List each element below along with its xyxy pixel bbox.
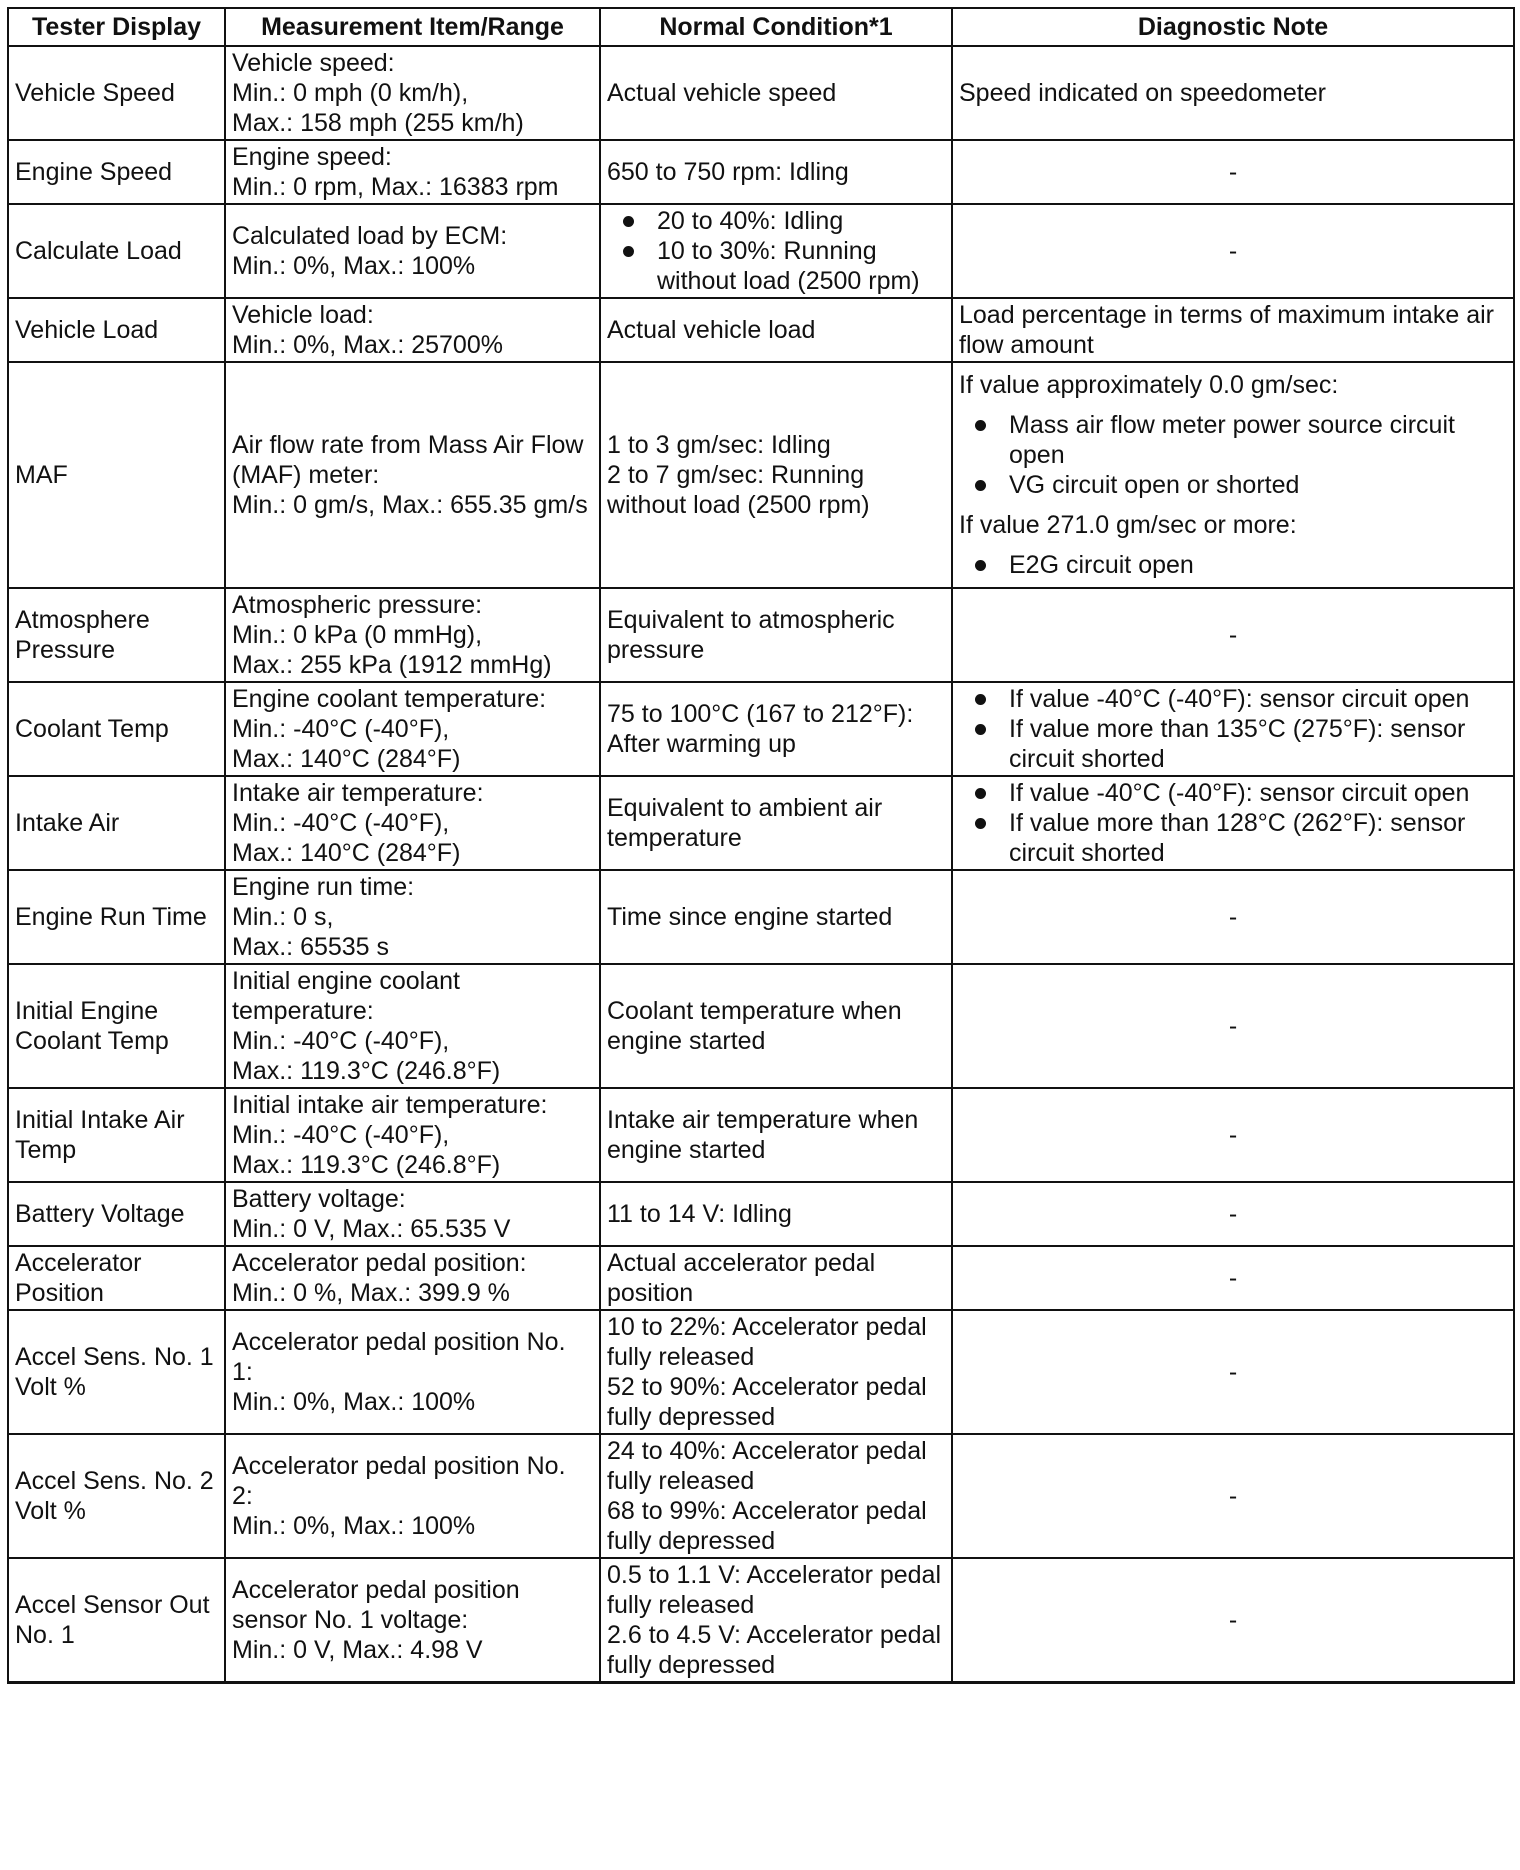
cell-diagnostic-note xyxy=(952,362,1514,588)
table-row xyxy=(8,46,1514,140)
cell-diagnostic-note xyxy=(952,204,1514,298)
header-tester-display: Tester Display xyxy=(8,8,225,46)
cell-normal-condition xyxy=(600,1182,952,1246)
table-row xyxy=(8,1246,1514,1310)
normal-condition-text: 1 to 3 gm/sec: Idling xyxy=(607,431,831,459)
cell-normal-condition xyxy=(600,362,952,588)
table-row xyxy=(8,1182,1514,1246)
bullet-item: If value -40°C (-40°F): sensor circuit open xyxy=(959,684,1507,714)
bullet-item: If value more than 135°C (275°F): sensor circuit shorted xyxy=(959,714,1507,774)
cell-measurement-range xyxy=(225,298,600,362)
bullet-item: If value more than 128°C (262°F): sensor circuit shorted xyxy=(959,808,1507,868)
cell-tester-display xyxy=(8,1246,225,1310)
measurement-text: Initial engine coolant temperature: xyxy=(232,967,467,1025)
diagnostic-note-text: - xyxy=(1228,1200,1238,1228)
measurement-text: Min.: -40°C (-40°F), xyxy=(232,1121,450,1149)
cell-tester-display xyxy=(8,776,225,870)
cell-tester-display xyxy=(8,588,225,682)
spacer xyxy=(959,400,1507,410)
tester-display-text: Initial Intake Air xyxy=(15,1106,185,1134)
cell-normal-condition xyxy=(600,46,952,140)
cell-normal-condition xyxy=(600,204,952,298)
cell-measurement-range xyxy=(225,870,600,964)
diagnostic-note-text: - xyxy=(1228,1121,1238,1149)
table-row xyxy=(8,204,1514,298)
tester-display-text: Volt % xyxy=(15,1497,86,1525)
diagnostic-note-text: - xyxy=(1228,237,1238,265)
cell-diagnostic-note xyxy=(952,1088,1514,1182)
table-row xyxy=(8,1088,1514,1182)
cell-measurement-range xyxy=(225,1310,600,1434)
measurement-text: Min.: 0%, Max.: 100% xyxy=(232,252,476,280)
measurement-text: Accelerator pedal position: xyxy=(232,1249,527,1277)
table-row xyxy=(8,140,1514,204)
table-row xyxy=(8,362,1514,588)
tester-display-text: Accel Sens. No. 1 xyxy=(15,1343,214,1371)
cell-diagnostic-note xyxy=(952,140,1514,204)
normal-condition-text: Equivalent to atmospheric pressure xyxy=(607,606,902,664)
tester-display-text: No. 1 xyxy=(15,1621,75,1649)
diagnostic-note-text: - xyxy=(1228,158,1238,186)
tester-display-text: MAF xyxy=(15,461,68,489)
cell-measurement-range xyxy=(225,1434,600,1558)
cell-tester-display xyxy=(8,298,225,362)
measurement-text: Max.: 255 kPa (1912 mmHg) xyxy=(232,651,552,679)
measurement-text: Accelerator pedal position No. 2: xyxy=(232,1452,573,1510)
diagnostic-note-text: - xyxy=(1228,903,1238,931)
header-diagnostic-note: Diagnostic Note xyxy=(952,8,1514,46)
tester-display-text: Vehicle Load xyxy=(15,316,159,344)
normal-condition-text: 0.5 to 1.1 V: Accelerator pedal fully released xyxy=(607,1561,948,1619)
measurement-text: Battery voltage: xyxy=(232,1185,406,1213)
cell-diagnostic-note xyxy=(952,1182,1514,1246)
tester-display-text: Coolant Temp xyxy=(15,1027,169,1055)
measurement-text: Min.: 0%, Max.: 25700% xyxy=(232,331,503,359)
tester-display-text: Accel Sens. No. 2 xyxy=(15,1467,214,1495)
measurement-text: Max.: 140°C (284°F) xyxy=(232,745,461,773)
normal-condition-text: 2.6 to 4.5 V: Accelerator pedal fully depressed xyxy=(607,1621,948,1679)
bullet-item: VG circuit open or shorted xyxy=(959,470,1507,500)
diagnostic-note-intro: If value 271.0 gm/sec or more: xyxy=(959,511,1297,539)
table-row xyxy=(8,964,1514,1088)
measurement-text: Atmospheric pressure: xyxy=(232,591,483,619)
bullet-list xyxy=(959,550,1507,580)
cell-normal-condition xyxy=(600,1310,952,1434)
table-row xyxy=(8,1310,1514,1434)
normal-condition-text: Actual vehicle load xyxy=(607,316,816,344)
cell-normal-condition xyxy=(600,1088,952,1182)
tester-display-text: Accel Sensor Out xyxy=(15,1591,210,1619)
cell-normal-condition xyxy=(600,682,952,776)
measurement-text: Engine speed: xyxy=(232,143,392,171)
cell-diagnostic-note xyxy=(952,1558,1514,1683)
diagnostic-note-text: Speed indicated on speedometer xyxy=(959,79,1326,107)
normal-condition-text: Time since engine started xyxy=(607,903,893,931)
measurement-text: Initial intake air temperature: xyxy=(232,1091,548,1119)
cell-normal-condition xyxy=(600,1246,952,1310)
bullet-list xyxy=(959,778,1507,868)
cell-diagnostic-note xyxy=(952,870,1514,964)
normal-condition-text: Intake air temperature when engine started xyxy=(607,1106,926,1164)
cell-tester-display xyxy=(8,870,225,964)
diagnostic-note-text: Load percentage in terms of maximum intake air flow amount xyxy=(959,301,1501,359)
normal-condition-text: 68 to 99%: Accelerator pedal fully depressed xyxy=(607,1497,934,1555)
normal-condition-text: Actual vehicle speed xyxy=(607,79,837,107)
cell-tester-display xyxy=(8,1310,225,1434)
measurement-text: Min.: 0 rpm, Max.: 16383 rpm xyxy=(232,173,559,201)
diagnostic-note-text: - xyxy=(1228,1606,1238,1634)
cell-normal-condition xyxy=(600,298,952,362)
table-row xyxy=(8,870,1514,964)
cell-measurement-range xyxy=(225,1558,600,1683)
measurement-text: Min.: -40°C (-40°F), xyxy=(232,715,450,743)
cell-tester-display xyxy=(8,140,225,204)
spacer xyxy=(959,540,1507,550)
measurement-text: Min.: 0 s, xyxy=(232,903,334,931)
cell-tester-display xyxy=(8,204,225,298)
tester-display-text: Calculate Load xyxy=(15,237,182,265)
measurement-text: Max.: 158 mph (255 km/h) xyxy=(232,109,524,137)
measurement-text: Vehicle load: xyxy=(232,301,374,329)
table-row xyxy=(8,1434,1514,1558)
diagnostic-note-intro: If value approximately 0.0 gm/sec: xyxy=(959,371,1339,399)
cell-measurement-range xyxy=(225,204,600,298)
diagnostic-note-text: - xyxy=(1228,1482,1238,1510)
cell-measurement-range xyxy=(225,1182,600,1246)
cell-diagnostic-note xyxy=(952,1246,1514,1310)
header-row xyxy=(8,8,1514,46)
diagnostic-note-text: - xyxy=(1228,1012,1238,1040)
cell-measurement-range xyxy=(225,140,600,204)
cell-normal-condition xyxy=(600,776,952,870)
measurement-text: Min.: 0%, Max.: 100% xyxy=(232,1512,476,1540)
measurement-text: Vehicle speed: xyxy=(232,49,395,77)
tester-display-text: Engine Speed xyxy=(15,158,173,186)
cell-tester-display xyxy=(8,1088,225,1182)
diagnostic-note-text: - xyxy=(1228,1264,1238,1292)
table-row xyxy=(8,298,1514,362)
cell-diagnostic-note xyxy=(952,682,1514,776)
normal-condition-text: After warming up xyxy=(607,730,796,758)
cell-measurement-range xyxy=(225,46,600,140)
tester-display-text: Pressure xyxy=(15,636,116,664)
cell-measurement-range xyxy=(225,362,600,588)
cell-normal-condition xyxy=(600,1434,952,1558)
cell-tester-display xyxy=(8,46,225,140)
cell-measurement-range xyxy=(225,588,600,682)
spacer xyxy=(959,500,1507,510)
cell-normal-condition xyxy=(600,1558,952,1683)
measurement-text: Min.: 0 mph (0 km/h), xyxy=(232,79,469,107)
tester-display-text: Intake Air xyxy=(15,809,120,837)
measurement-text: Accelerator pedal position No. 1: xyxy=(232,1328,573,1386)
cell-diagnostic-note xyxy=(952,46,1514,140)
cell-tester-display xyxy=(8,362,225,588)
normal-condition-text: 2 to 7 gm/sec: Running without load (2500 rpm) xyxy=(607,461,872,519)
cell-measurement-range xyxy=(225,682,600,776)
cell-diagnostic-note xyxy=(952,964,1514,1088)
tester-display-text: Position xyxy=(15,1279,104,1307)
cell-diagnostic-note xyxy=(952,298,1514,362)
cell-measurement-range xyxy=(225,776,600,870)
data-table xyxy=(7,7,1515,1684)
normal-condition-text: 52 to 90%: Accelerator pedal fully depressed xyxy=(607,1373,934,1431)
tester-display-text: Atmosphere xyxy=(15,606,150,634)
bullet-item: 10 to 30%: Running without load (2500 rpm) xyxy=(607,236,945,296)
normal-condition-text: Actual accelerator pedal position xyxy=(607,1249,883,1307)
measurement-text: Max.: 65535 s xyxy=(232,933,390,961)
bullet-list xyxy=(959,684,1507,774)
tester-display-text: Volt % xyxy=(15,1373,86,1401)
table-row xyxy=(8,1558,1514,1683)
cell-diagnostic-note xyxy=(952,588,1514,682)
measurement-text: Min.: 0 %, Max.: 399.9 % xyxy=(232,1279,510,1307)
tester-display-text: Temp xyxy=(15,1136,77,1164)
normal-condition-text: Equivalent to ambient air temperature xyxy=(607,794,890,852)
diagnostic-note-text: - xyxy=(1228,621,1238,649)
cell-tester-display xyxy=(8,1558,225,1683)
normal-condition-text: Coolant temperature when engine started xyxy=(607,997,909,1055)
tester-display-text: Accelerator xyxy=(15,1249,142,1277)
measurement-text: Min.: -40°C (-40°F), xyxy=(232,809,450,837)
measurement-text: Engine run time: xyxy=(232,873,415,901)
header-normal-condition: Normal Condition*1 xyxy=(600,8,952,46)
cell-normal-condition xyxy=(600,588,952,682)
normal-condition-text: 75 to 100°C (167 to 212°F): xyxy=(607,700,914,728)
cell-measurement-range xyxy=(225,964,600,1088)
bullet-item: 20 to 40%: Idling xyxy=(607,206,945,236)
measurement-text: Min.: 0 kPa (0 mmHg), xyxy=(232,621,483,649)
header-measurement: Measurement Item/Range xyxy=(225,8,600,46)
tester-display-text: Initial Engine xyxy=(15,997,159,1025)
tester-display-text: Engine Run Time xyxy=(15,903,207,931)
bullet-list xyxy=(959,410,1507,500)
cell-diagnostic-note xyxy=(952,776,1514,870)
tester-display-text: Coolant Temp xyxy=(15,715,169,743)
normal-condition-text: 10 to 22%: Accelerator pedal fully released xyxy=(607,1313,934,1371)
table-row xyxy=(8,588,1514,682)
cell-normal-condition xyxy=(600,870,952,964)
cell-diagnostic-note xyxy=(952,1434,1514,1558)
bullet-item: E2G circuit open xyxy=(959,550,1507,580)
normal-condition-text: 11 to 14 V: Idling xyxy=(607,1200,792,1228)
bullet-item: If value -40°C (-40°F): sensor circuit open xyxy=(959,778,1507,808)
measurement-text: Min.: 0 V, Max.: 65.535 V xyxy=(232,1215,511,1243)
cell-measurement-range xyxy=(225,1088,600,1182)
measurement-text: Max.: 119.3°C (246.8°F) xyxy=(232,1151,501,1179)
measurement-text: Max.: 140°C (284°F) xyxy=(232,839,461,867)
measurement-text: Min.: 0 V, Max.: 4.98 V xyxy=(232,1636,483,1664)
measurement-text: Accelerator pedal position sensor No. 1 voltage: xyxy=(232,1576,527,1634)
bullet-item: Mass air flow meter power source circuit open xyxy=(959,410,1507,470)
measurement-text: Min.: -40°C (-40°F), xyxy=(232,1027,450,1055)
measurement-text: Air flow rate from Mass Air Flow (MAF) meter: xyxy=(232,431,591,489)
cell-measurement-range xyxy=(225,1246,600,1310)
cell-normal-condition xyxy=(600,964,952,1088)
measurement-text: Max.: 119.3°C (246.8°F) xyxy=(232,1057,501,1085)
tester-display-text: Vehicle Speed xyxy=(15,79,175,107)
table-row xyxy=(8,776,1514,870)
bullet-list xyxy=(607,206,945,296)
cell-diagnostic-note xyxy=(952,1310,1514,1434)
measurement-text: Intake air temperature: xyxy=(232,779,484,807)
diagnostic-note-text: - xyxy=(1228,1358,1238,1386)
normal-condition-text: 650 to 750 rpm: Idling xyxy=(607,158,849,186)
normal-condition-text: 24 to 40%: Accelerator pedal fully released xyxy=(607,1437,934,1495)
cell-tester-display xyxy=(8,682,225,776)
table-body xyxy=(8,46,1514,1683)
table-row xyxy=(8,682,1514,776)
cell-tester-display xyxy=(8,964,225,1088)
tester-display-text: Battery Voltage xyxy=(15,1200,185,1228)
cell-normal-condition xyxy=(600,140,952,204)
cell-tester-display xyxy=(8,1434,225,1558)
measurement-text: Min.: 0 gm/s, Max.: 655.35 gm/s xyxy=(232,491,588,519)
measurement-text: Engine coolant temperature: xyxy=(232,685,547,713)
measurement-text: Calculated load by ECM: xyxy=(232,222,508,250)
cell-tester-display xyxy=(8,1182,225,1246)
measurement-text: Min.: 0%, Max.: 100% xyxy=(232,1388,476,1416)
